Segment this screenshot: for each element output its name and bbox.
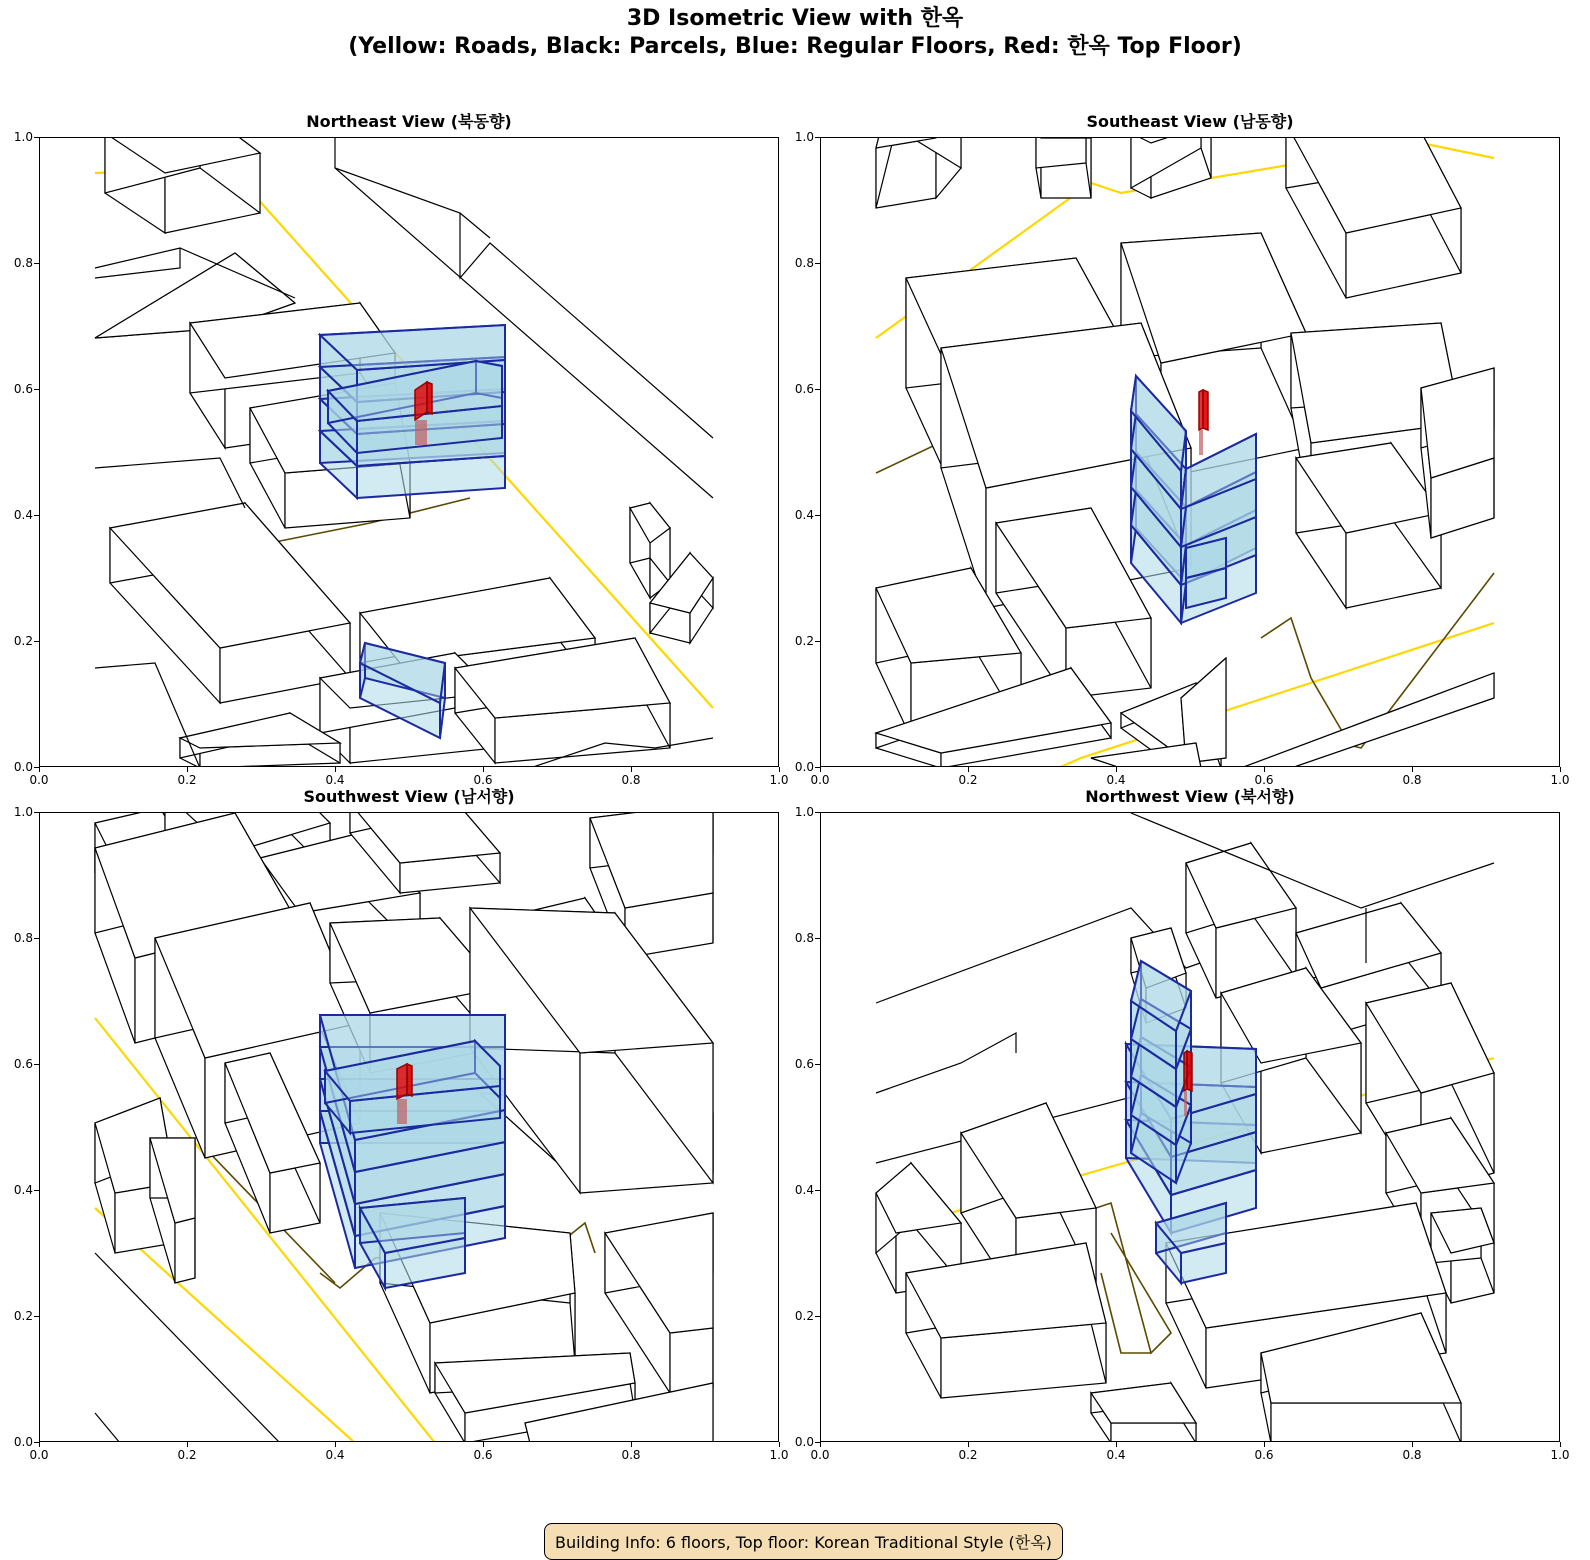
y-tick-label: 0.6 xyxy=(13,1057,33,1071)
x-tick-mark xyxy=(1560,1442,1561,1447)
x-tick-mark xyxy=(1264,1442,1265,1447)
x-tick-mark xyxy=(968,1442,969,1447)
x-tick-mark xyxy=(1264,767,1265,772)
hanok-stem xyxy=(397,1099,407,1124)
x-tick-label: 0.4 xyxy=(325,773,345,787)
x-tick-mark xyxy=(1116,1442,1117,1447)
y-tick-mark xyxy=(815,641,820,642)
panel-title: Southeast View (남동향) xyxy=(1086,112,1294,131)
y-tick-label: 0.0 xyxy=(13,760,33,774)
y-tick-label: 0.8 xyxy=(13,256,33,270)
isometric-scene xyxy=(40,813,779,1442)
northeast-view-panel xyxy=(13,112,789,787)
x-tick-mark xyxy=(483,1442,484,1447)
y-tick-label: 0.4 xyxy=(794,1183,814,1197)
parcel-line xyxy=(95,1253,280,1442)
x-tick-mark xyxy=(1560,767,1561,772)
y-tick-mark xyxy=(34,1442,39,1443)
x-tick-label: 0.8 xyxy=(1402,773,1422,787)
y-tick-label: 0.2 xyxy=(794,634,814,648)
x-tick-mark xyxy=(335,767,336,772)
x-tick-label: 0.4 xyxy=(1106,773,1126,787)
y-tick-mark xyxy=(34,767,39,768)
x-tick-mark xyxy=(483,767,484,772)
x-tick-mark xyxy=(779,1442,780,1447)
y-tick-label: 0.2 xyxy=(13,1309,33,1323)
plot-area xyxy=(39,812,779,1442)
plot-area xyxy=(820,812,1560,1442)
x-tick-label: 0.6 xyxy=(1254,1448,1274,1462)
panel-title: Northwest View (북서향) xyxy=(1085,787,1295,806)
x-tick-label: 0.2 xyxy=(177,1448,197,1462)
x-tick-label: 1.0 xyxy=(1550,773,1570,787)
x-tick-mark xyxy=(968,767,969,772)
y-tick-mark xyxy=(34,1190,39,1191)
x-tick-mark xyxy=(39,1442,40,1447)
isometric-scene xyxy=(821,813,1560,1442)
y-tick-mark xyxy=(815,812,820,813)
y-tick-label: 1.0 xyxy=(794,805,814,819)
hanok-top-floor-side xyxy=(407,1064,412,1096)
x-tick-label: 0.6 xyxy=(473,1448,493,1462)
hanok-stem xyxy=(1199,430,1203,455)
x-tick-label: 0.0 xyxy=(29,1448,49,1462)
x-tick-mark xyxy=(187,1442,188,1447)
parcel-building-side xyxy=(175,1218,195,1283)
x-tick-label: 0.2 xyxy=(958,1448,978,1462)
y-tick-label: 0.2 xyxy=(13,634,33,648)
y-tick-mark xyxy=(34,938,39,939)
y-tick-mark xyxy=(34,515,39,516)
x-tick-mark xyxy=(1412,1442,1413,1447)
x-tick-mark xyxy=(820,767,821,772)
y-tick-mark xyxy=(815,263,820,264)
y-tick-label: 0.0 xyxy=(13,1435,33,1449)
isometric-scene xyxy=(40,138,779,767)
y-tick-mark xyxy=(34,263,39,264)
x-tick-mark xyxy=(1116,767,1117,772)
x-tick-label: 0.0 xyxy=(810,1448,830,1462)
hanok-stem xyxy=(1184,1091,1187,1116)
southeast-view-panel xyxy=(794,112,1570,787)
y-tick-label: 1.0 xyxy=(13,805,33,819)
parcel-building-roof xyxy=(180,713,340,748)
road-edge-line xyxy=(1101,1273,1151,1353)
x-tick-label: 0.2 xyxy=(177,773,197,787)
parcel-building-roof xyxy=(1421,368,1494,478)
y-tick-mark xyxy=(815,1190,820,1191)
southwest-view-panel xyxy=(13,787,789,1462)
y-tick-mark xyxy=(34,389,39,390)
y-tick-mark xyxy=(34,1316,39,1317)
y-tick-label: 0.8 xyxy=(13,931,33,945)
hanok-top-floor-side xyxy=(1187,1051,1192,1091)
parcel-line xyxy=(460,213,490,238)
parcel-line xyxy=(876,1033,1016,1093)
x-tick-mark xyxy=(779,767,780,772)
x-tick-label: 1.0 xyxy=(1550,1448,1570,1462)
parcel-building-side xyxy=(1036,138,1086,168)
y-tick-mark xyxy=(815,137,820,138)
x-tick-label: 0.4 xyxy=(1106,1448,1126,1462)
y-tick-label: 0.8 xyxy=(794,931,814,945)
x-tick-label: 0.0 xyxy=(29,773,49,787)
panel-title: Northeast View (북동향) xyxy=(306,112,512,131)
isometric-scene xyxy=(821,138,1560,767)
x-tick-label: 0.8 xyxy=(621,773,641,787)
x-tick-mark xyxy=(335,1442,336,1447)
parcel-line xyxy=(95,248,180,278)
y-tick-label: 0.2 xyxy=(794,1309,814,1323)
y-tick-label: 1.0 xyxy=(794,130,814,144)
x-tick-mark xyxy=(1412,767,1413,772)
x-tick-label: 0.8 xyxy=(621,1448,641,1462)
y-tick-label: 0.4 xyxy=(794,508,814,522)
y-tick-label: 0.8 xyxy=(794,256,814,270)
x-tick-label: 0.8 xyxy=(1402,1448,1422,1462)
y-tick-label: 0.0 xyxy=(794,760,814,774)
building-info-box: Building Info: 6 floors, Top floor: Korean Traditional Style (한옥) xyxy=(544,1523,1063,1560)
x-tick-label: 0.2 xyxy=(958,773,978,787)
parcel-building-roof xyxy=(1091,1383,1196,1423)
y-tick-mark xyxy=(34,1064,39,1065)
hanok-top-floor-side xyxy=(427,382,432,414)
y-tick-mark xyxy=(815,1442,820,1443)
figure-title-line1: 3D Isometric View with 한옥 xyxy=(626,6,964,31)
x-tick-mark xyxy=(39,767,40,772)
y-tick-label: 0.0 xyxy=(794,1435,814,1449)
y-tick-label: 0.4 xyxy=(13,508,33,522)
y-tick-label: 0.6 xyxy=(794,382,814,396)
x-tick-mark xyxy=(187,767,188,772)
northwest-view-panel xyxy=(794,787,1570,1462)
parcel-building-roof xyxy=(1241,673,1494,767)
y-tick-label: 0.6 xyxy=(794,1057,814,1071)
plot-area xyxy=(820,137,1560,767)
y-tick-mark xyxy=(815,1064,820,1065)
parcel-line xyxy=(95,1413,120,1442)
y-tick-mark xyxy=(34,137,39,138)
y-tick-mark xyxy=(34,812,39,813)
parcel-building-side xyxy=(1111,1423,1196,1442)
y-tick-mark xyxy=(815,515,820,516)
x-tick-label: 0.6 xyxy=(473,773,493,787)
parcel-building-side xyxy=(670,1328,713,1393)
x-tick-label: 1.0 xyxy=(769,773,789,787)
x-tick-label: 0.6 xyxy=(1254,773,1274,787)
y-tick-mark xyxy=(34,641,39,642)
x-tick-label: 1.0 xyxy=(769,1448,789,1462)
x-tick-label: 0.4 xyxy=(325,1448,345,1462)
x-tick-mark xyxy=(820,1442,821,1447)
x-tick-mark xyxy=(631,767,632,772)
figure-title-line2: (Yellow: Roads, Black: Parcels, Blue: Regular Floors, Red: 한옥 Top Floor) xyxy=(348,34,1242,59)
y-tick-label: 0.4 xyxy=(13,1183,33,1197)
road-edge-line xyxy=(1261,618,1346,738)
y-tick-mark xyxy=(815,767,820,768)
y-tick-mark xyxy=(815,389,820,390)
x-tick-label: 0.0 xyxy=(810,773,830,787)
y-tick-label: 0.6 xyxy=(13,382,33,396)
parcel-building-side xyxy=(1271,1403,1461,1442)
y-tick-mark xyxy=(815,938,820,939)
hanok-top-floor xyxy=(397,1064,407,1099)
panel-title: Southwest View (남서향) xyxy=(303,787,515,806)
y-tick-label: 1.0 xyxy=(13,130,33,144)
parcel-line xyxy=(95,458,245,508)
plot-area xyxy=(39,137,779,767)
hanok-stem xyxy=(415,420,427,445)
y-tick-mark xyxy=(815,1316,820,1317)
hanok-top-floor-side xyxy=(1203,390,1208,430)
x-tick-mark xyxy=(631,1442,632,1447)
